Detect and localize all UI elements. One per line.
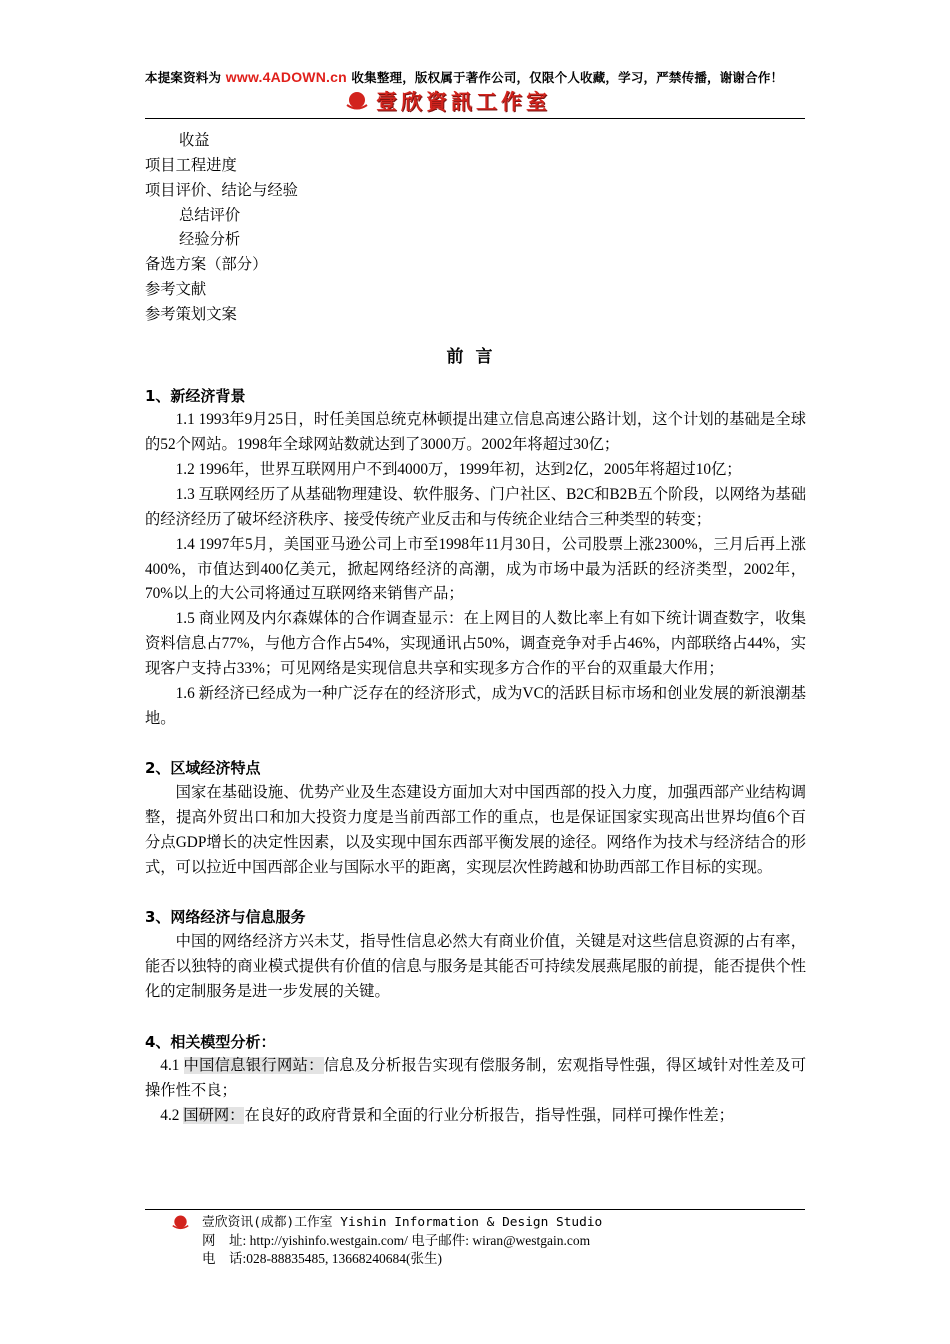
section-heading: 1、新经济背景 xyxy=(145,386,246,405)
toc-item: 收益 xyxy=(179,132,210,149)
toc-item: 项目评价、结论与经验 xyxy=(145,181,298,199)
header-note-suffix: 收集整理，版权属于著作公司，仅限个人收藏，学习，严禁传播，谢谢合作！ xyxy=(351,70,784,85)
toc-item: 备选方案（部分） xyxy=(145,256,268,274)
header-site-link[interactable]: www.4ADOWN.cn xyxy=(225,69,347,85)
section-heading: 2、区域经济特点 xyxy=(145,759,261,778)
toc-item: 项目工程进度 xyxy=(145,156,237,174)
footer-studio: 壹欣资讯(成都)工作室 Yishin Information & Design Studio xyxy=(202,1215,603,1230)
paragraph: 1.4 1997年5月，美国亚马逊公司上市至1998年11月30日，公司股票上涨2300%，三月后再上涨400%，市值达到400亿美元，掀起网络经济的高潮，成为市场中最为活跃的经济类型，2002年，70%以上的大公司将通过互联网络来销售产品； xyxy=(145,535,806,603)
paragraph: 中国的网络经济方兴未艾，指导性信息必然大有商业价值，关键是对这些信息资源的占有率，能否以独特的商业模式提供有价值的信息与服务是其能否可持续发展燕尾服的前提，能否提供个性化的定制服务是进一步发展的关键。 xyxy=(145,933,806,1000)
section-heading: 4、相关模型分析： xyxy=(145,1032,276,1051)
paragraph: 1.6 新经济已经成为一种广泛存在的经济形式，成为VC的活跃目标市场和创业发展的新浪潮基地。 xyxy=(145,684,806,727)
section-heading: 3、网络经济与信息服务 xyxy=(145,908,306,927)
studio-logo xyxy=(346,88,551,114)
sun-logo-icon xyxy=(346,90,368,112)
toc-list xyxy=(145,129,806,328)
paragraph: 1.1 1993年9月25日，时任美国总统克林顿提出建立信息高速公路计划，这个计划的基础是全球的52个网站。1998年全球网站数就达到了3000万。2002年将超过30亿； xyxy=(145,411,806,454)
paragraph: 1.5 商业网及内尔森媒体的合作调查显示：在上网目的人数比率上有如下统计调查数字，收集资料信息占77%，与他方合作占54%，实现通讯占50%，调查竞争对手占46%，内部联络占44%，实现客户支持占33%；可见网络是实现信息共享和实现多方合作的平台的双重最大作用； xyxy=(145,610,806,677)
footer-rule xyxy=(145,1209,805,1210)
model-item xyxy=(145,1054,806,1104)
page-footer xyxy=(172,1214,602,1268)
model-item xyxy=(145,1104,806,1129)
model-name: 国研网： xyxy=(183,1107,245,1125)
footer-phone: 电 话:028-88835485, 13668240684(张生) xyxy=(202,1251,442,1266)
model-number: 4.2 xyxy=(160,1107,180,1125)
header-note-prefix: 本提案资料为 xyxy=(145,70,222,85)
paragraph: 1.2 1996年，世界互联网用户不到4000万，1999年初，达到2亿，2005年将超过10亿； xyxy=(175,461,742,479)
toc-item: 参考文献 xyxy=(145,281,207,299)
toc-item: 经验分析 xyxy=(179,231,241,249)
toc-item: 参考策划文案 xyxy=(145,305,237,323)
footer-web: 网 址: http://yishinfo.westgain.com/ 电子邮件: wiran@westgain.com xyxy=(202,1233,591,1248)
model-text: 在良好的政府背景和全面的行业分析报告，指导性强，同样可操作性差； xyxy=(244,1107,734,1125)
header-rule xyxy=(145,118,805,119)
document-body xyxy=(145,129,806,1129)
paragraph: 国家在基础设施、优势产业及生态建设方面加大对中国西部的投入力度，加强西部产业结构调整，提高外贸出口和加大投资力度是当前西部工作的重点，也是保证国家实现高出世界均值6个百分点GDP增长的决定性因素，以及实现中国东西部平衡发展的途径。网络作为技术与经济结合的形式，可以拉近中国西部企业与国际水平的距离，实现层次性跨越和协助西部工作目标的实现。 xyxy=(145,784,806,876)
paragraph: 1.3 互联网经历了从基础物理建设、软件服务、门户社区、B2C和B2B五个阶段，以网络为基础的经济经历了破坏经济秩序、接受传统产业反击和与传统企业结合三种类型的转变； xyxy=(145,485,806,528)
logo-text: 壹欣資訊工作室 xyxy=(376,89,551,114)
sun-logo-icon xyxy=(172,1214,189,1231)
toc-item: 总结评价 xyxy=(179,206,241,224)
page-title: 前言 xyxy=(446,346,505,366)
model-text: 信息及分析报告实现有偿服务制，宏观指导性强，得区域针对性差及可操作性不良； xyxy=(145,1057,806,1100)
model-number: 4.1 xyxy=(160,1057,180,1075)
model-name: 中国信息银行网站： xyxy=(183,1057,324,1075)
header-copyright-note xyxy=(145,68,810,86)
